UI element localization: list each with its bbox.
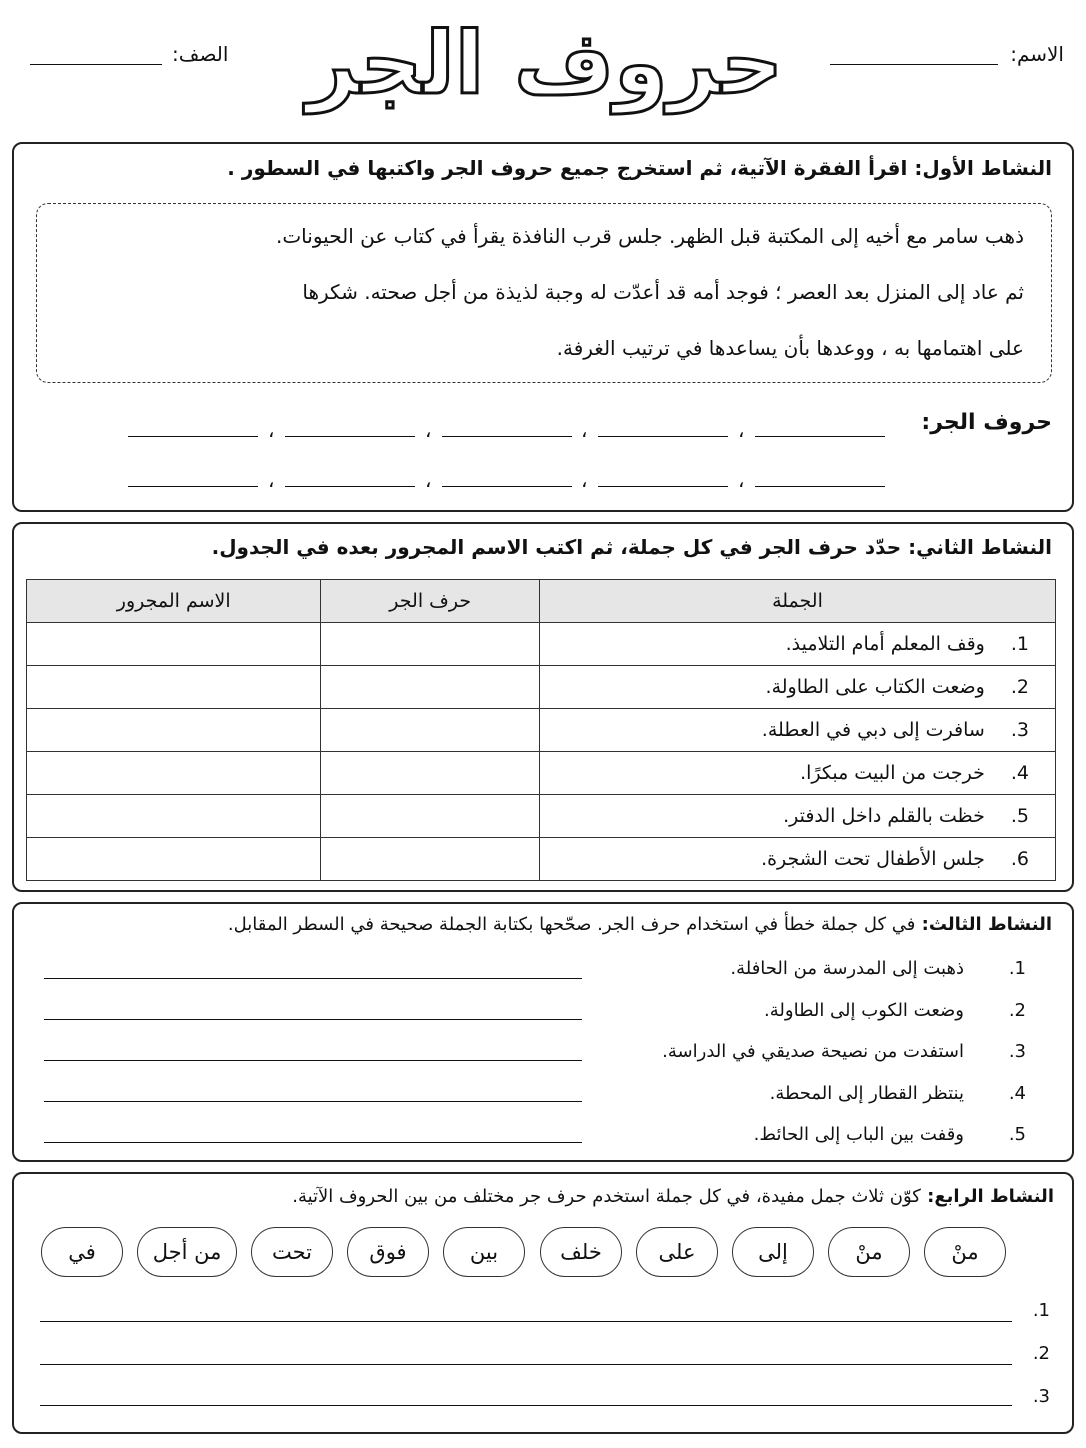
correction-line[interactable]: [44, 1142, 582, 1143]
option-ala[interactable]: على: [636, 1227, 718, 1277]
option-khalf[interactable]: خلف: [540, 1227, 622, 1277]
answer-label: حروف الجر:: [921, 410, 1052, 435]
option-fi[interactable]: في: [41, 1227, 123, 1277]
sentence-number: 2.: [1032, 1343, 1050, 1364]
preposition-cell[interactable]: [321, 838, 540, 881]
activity3-sentence: استفدت من نصيحة صديقي في الدراسة.: [662, 1041, 964, 1062]
separator: ،: [581, 468, 588, 492]
sentence-cell: [539, 666, 1055, 709]
col-sentence: الجملة: [539, 580, 1055, 623]
sentence-number: 3.: [1032, 1386, 1050, 1407]
answer-blank[interactable]: [598, 436, 728, 437]
noun-cell[interactable]: [27, 709, 321, 752]
activity1-instruction: اقرأ الفقرة الآتية، ثم استخرج جميع حروف الجر واكتبها في السطور .: [227, 156, 908, 180]
answer-blank[interactable]: [755, 436, 885, 437]
row-sentence: وقف المعلم أمام التلاميذ.: [785, 633, 985, 655]
activity3-number: 1.: [1008, 958, 1026, 979]
activity3-instruction: في كل جملة خطأ في استخدام حرف الجر. صحّحها بكتابة الجملة صحيحة في السطر المقابل.: [227, 914, 916, 935]
sentence-line[interactable]: [40, 1364, 1012, 1365]
sentence-line[interactable]: [40, 1405, 1012, 1406]
noun-cell[interactable]: [27, 838, 321, 881]
answer-blank[interactable]: [442, 436, 572, 437]
correction-line[interactable]: [44, 978, 582, 979]
table-row: [27, 666, 1056, 709]
separator: ،: [425, 418, 432, 442]
activity3-sentence: ذهبت إلى المدرسة من الحافلة.: [730, 958, 964, 979]
activity4-label: النشاط الرابع:: [927, 1186, 1054, 1207]
sentence-number: 1.: [1032, 1300, 1050, 1321]
option-min-1[interactable]: منْ: [924, 1227, 1006, 1277]
table-row: [27, 623, 1056, 666]
activity3-sentence: وضعت الكوب إلى الطاولة.: [764, 1000, 964, 1021]
answer-blank[interactable]: [128, 486, 258, 487]
noun-cell[interactable]: [27, 752, 321, 795]
activity2-table: [26, 579, 1056, 881]
separator: ،: [738, 468, 745, 492]
correction-line[interactable]: [44, 1060, 582, 1061]
sentence-cell: [539, 795, 1055, 838]
sentence-cell: [539, 752, 1055, 795]
passage-line-1: ذهب سامر مع أخيه إلى المكتبة قبل الظهر. جلس قرب النافذة يقرأ في كتاب عن الحيونات.: [275, 224, 1024, 248]
noun-cell[interactable]: [27, 623, 321, 666]
row-sentence: خرجت من البيت مبكرًا.: [800, 762, 985, 784]
row-number: 3.: [1010, 719, 1029, 741]
name-line[interactable]: [830, 64, 998, 65]
answer-blank[interactable]: [128, 436, 258, 437]
answer-blank[interactable]: [442, 486, 572, 487]
separator: ،: [268, 468, 275, 492]
noun-cell[interactable]: [27, 795, 321, 838]
separator: ،: [581, 418, 588, 442]
passage-line-3: على اهتمامها به ، ووعدها بأن يساعدها في ترتيب الغرفة.: [556, 336, 1024, 360]
activity3-title: [228, 914, 1052, 935]
name-label: الاسم:: [1010, 42, 1064, 66]
preposition-cell[interactable]: [321, 795, 540, 838]
row-sentence: وضعت الكتاب على الطاولة.: [765, 676, 985, 698]
activity3-sentence: ينتظر القطار إلى المحطة.: [769, 1083, 964, 1104]
activity2-title: [212, 535, 1052, 559]
passage-line-2: ثم عاد إلى المنزل بعد العصر ؛ فوجد أمه قد أعدّت له وجبة لذيذة من أجل صحته. شكرها: [302, 280, 1024, 304]
class-line[interactable]: [30, 64, 162, 65]
table-header-row: [27, 580, 1056, 623]
sentence-cell: [539, 623, 1055, 666]
separator: ،: [268, 418, 275, 442]
col-noun: الاسم المجرور: [27, 580, 321, 623]
sentence-cell: [539, 709, 1055, 752]
page-title: حروف الجر: [306, 14, 784, 114]
sentence-cell: [539, 838, 1055, 881]
separator: ،: [738, 418, 745, 442]
activity2-instruction: حدّد حرف الجر في كل جملة، ثم اكتب الاسم المجرور بعده في الجدول.: [211, 535, 902, 559]
row-sentence: سافرت إلى دبي في العطلة.: [761, 719, 985, 741]
activity3-number: 4.: [1008, 1083, 1026, 1104]
activity3-sentence: وقفت بين الباب إلى الحائط.: [753, 1124, 964, 1145]
activity2-label: النشاط الثاني:: [908, 535, 1052, 559]
activity4-box: [12, 1172, 1074, 1434]
activity3-label: النشاط الثالث:: [921, 914, 1052, 935]
activity4-instruction: كوّن ثلاث جمل مفيدة، في كل جملة استخدم حرف جر مختلف من بين الحروف الآتية.: [292, 1186, 921, 1207]
correction-line[interactable]: [44, 1101, 582, 1102]
answer-blank[interactable]: [285, 436, 415, 437]
activity3-number: 5.: [1008, 1124, 1026, 1145]
preposition-cell[interactable]: [321, 666, 540, 709]
row-number: 5.: [1010, 805, 1029, 827]
preposition-cell[interactable]: [321, 752, 540, 795]
row-number: 1.: [1010, 633, 1029, 655]
activity1-title: [227, 156, 1052, 180]
class-label: الصف:: [172, 42, 229, 66]
activity1-label: النشاط الأول:: [914, 156, 1052, 180]
row-number: 2.: [1010, 676, 1029, 698]
row-number: 6.: [1010, 848, 1029, 870]
option-min-2[interactable]: منْ: [828, 1227, 910, 1277]
option-bayna[interactable]: بين: [443, 1227, 525, 1277]
sentence-line[interactable]: [40, 1321, 1012, 1322]
separator: ،: [425, 468, 432, 492]
activity3-number: 2.: [1008, 1000, 1026, 1021]
table-row: [27, 838, 1056, 881]
answer-blank[interactable]: [285, 486, 415, 487]
col-preposition: حرف الجر: [321, 580, 540, 623]
answer-blank[interactable]: [598, 486, 728, 487]
noun-cell[interactable]: [27, 666, 321, 709]
table-row: [27, 795, 1056, 838]
preposition-cell[interactable]: [321, 709, 540, 752]
correction-line[interactable]: [44, 1019, 582, 1020]
option-fawq[interactable]: فوق: [347, 1227, 429, 1277]
preposition-cell[interactable]: [321, 623, 540, 666]
option-min-ajl[interactable]: من أجل: [137, 1227, 237, 1277]
activity4-title: [292, 1186, 1054, 1207]
row-number: 4.: [1010, 762, 1029, 784]
table-row: [27, 709, 1056, 752]
row-sentence: خظت بالقلم داخل الدفتر.: [783, 805, 985, 827]
table-row: [27, 752, 1056, 795]
answer-blank[interactable]: [755, 486, 885, 487]
option-ila[interactable]: إلى: [732, 1227, 814, 1277]
row-sentence: جلس الأطفال تحت الشجرة.: [761, 848, 985, 870]
activity3-number: 3.: [1008, 1041, 1026, 1062]
option-taht[interactable]: تحت: [251, 1227, 333, 1277]
activity3-box: [12, 902, 1074, 1162]
